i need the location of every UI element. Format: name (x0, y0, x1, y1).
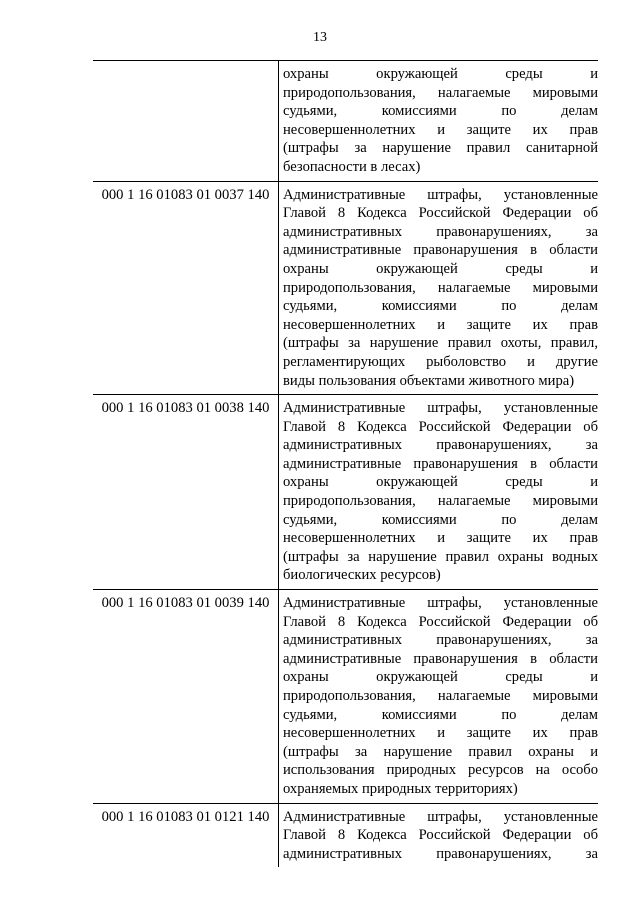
description-line: биологических ресурсов) (283, 567, 441, 584)
table-row (93, 61, 598, 182)
description-line: регламентирующих рыболовство и другие (283, 353, 598, 370)
description-line: Административные штрафы, установленные (283, 400, 598, 417)
revenue-description (279, 590, 599, 804)
description-line: административных правонарушениях, за (283, 845, 598, 862)
description-line: судьями, комиссиями по делам (283, 298, 598, 315)
description-line: природопользования, налагаемые мировыми (283, 688, 598, 704)
description-line: охраны окружающей среды и (283, 669, 598, 686)
description-line: использования природных ресурсов на особо (283, 762, 598, 779)
description-line: природопользования, налагаемые мировыми (283, 493, 598, 510)
description-line: охраняемых природных территориях) (283, 780, 518, 797)
description-line: административных правонарушениях, за (283, 223, 598, 240)
description-line: несовершеннолетних и защите их прав (283, 121, 598, 138)
description-line: судьями, комиссиями по делам (283, 706, 598, 723)
description-line: природопользования, налагаемые мировыми (283, 84, 598, 101)
revenue-description (279, 803, 599, 867)
description-line: судьями, комиссиями по делам (283, 511, 598, 528)
description-line: Административные штрафы, установленные (283, 808, 598, 825)
description-line: Главой 8 Кодекса Российской Федерации об (283, 205, 598, 222)
description-line: (штрафы за нарушение правил охраны водных (283, 548, 598, 565)
description-line: охраны окружающей среды и (283, 474, 598, 491)
description-line: несовершеннолетних и защите их прав (283, 725, 598, 742)
classification-code: 000 1 16 01083 01 0039 140 (93, 590, 279, 804)
description-line: административные правонарушения в области (283, 242, 598, 259)
description-line: судьями, комиссиями по делам (283, 103, 598, 120)
revenue-description (279, 181, 599, 395)
description-line: охраны окружающей среды и (283, 260, 598, 277)
description-line: несовершеннолетних и защите их прав (283, 316, 598, 333)
description-line: Главой 8 Кодекса Российской Федерации об (283, 827, 598, 844)
classification-code: 000 1 16 01083 01 0037 140 (93, 181, 279, 395)
description-line: несовершеннолетних и защите их прав (283, 530, 598, 547)
budget-classification-table (93, 60, 598, 867)
description-line: административные правонарушения в области (283, 455, 598, 472)
description-line: Главой 8 Кодекса Российской Федерации об (283, 418, 598, 435)
description-line: Главой 8 Кодекса Российской Федерации об (283, 613, 598, 630)
description-line: (штрафы за нарушение правил охоты, правил, (283, 335, 598, 352)
page-number: 13 (313, 30, 327, 45)
description-line: административные правонарушения в области (283, 650, 598, 667)
classification-code: 000 1 16 01083 01 0121 140 (93, 803, 279, 867)
description-line: (штрафы за нарушение правил санитарной (283, 140, 598, 157)
table-body (93, 61, 598, 868)
classification-code (93, 61, 279, 182)
classification-code: 000 1 16 01083 01 0038 140 (93, 395, 279, 590)
table-row (93, 590, 598, 804)
description-line: (штрафы за нарушение правил охраны и (283, 743, 598, 760)
description-line: природопользования, налагаемые мировыми (283, 279, 598, 296)
description-line: административных правонарушениях, за (283, 632, 598, 649)
description-line: Административные штрафы, установленные (283, 186, 598, 203)
description-line: виды пользования объектами животного мира) (283, 372, 575, 389)
description-line: охраны окружающей среды и (283, 66, 598, 82)
description-line: безопасности в лесах) (283, 158, 421, 175)
revenue-description (279, 61, 599, 182)
description-line: Административные штрафы, установленные (283, 595, 598, 612)
revenue-description (279, 395, 599, 590)
description-line: административных правонарушениях, за (283, 437, 598, 454)
table-row (93, 803, 598, 867)
table-row (93, 395, 598, 590)
table-row (93, 181, 598, 395)
